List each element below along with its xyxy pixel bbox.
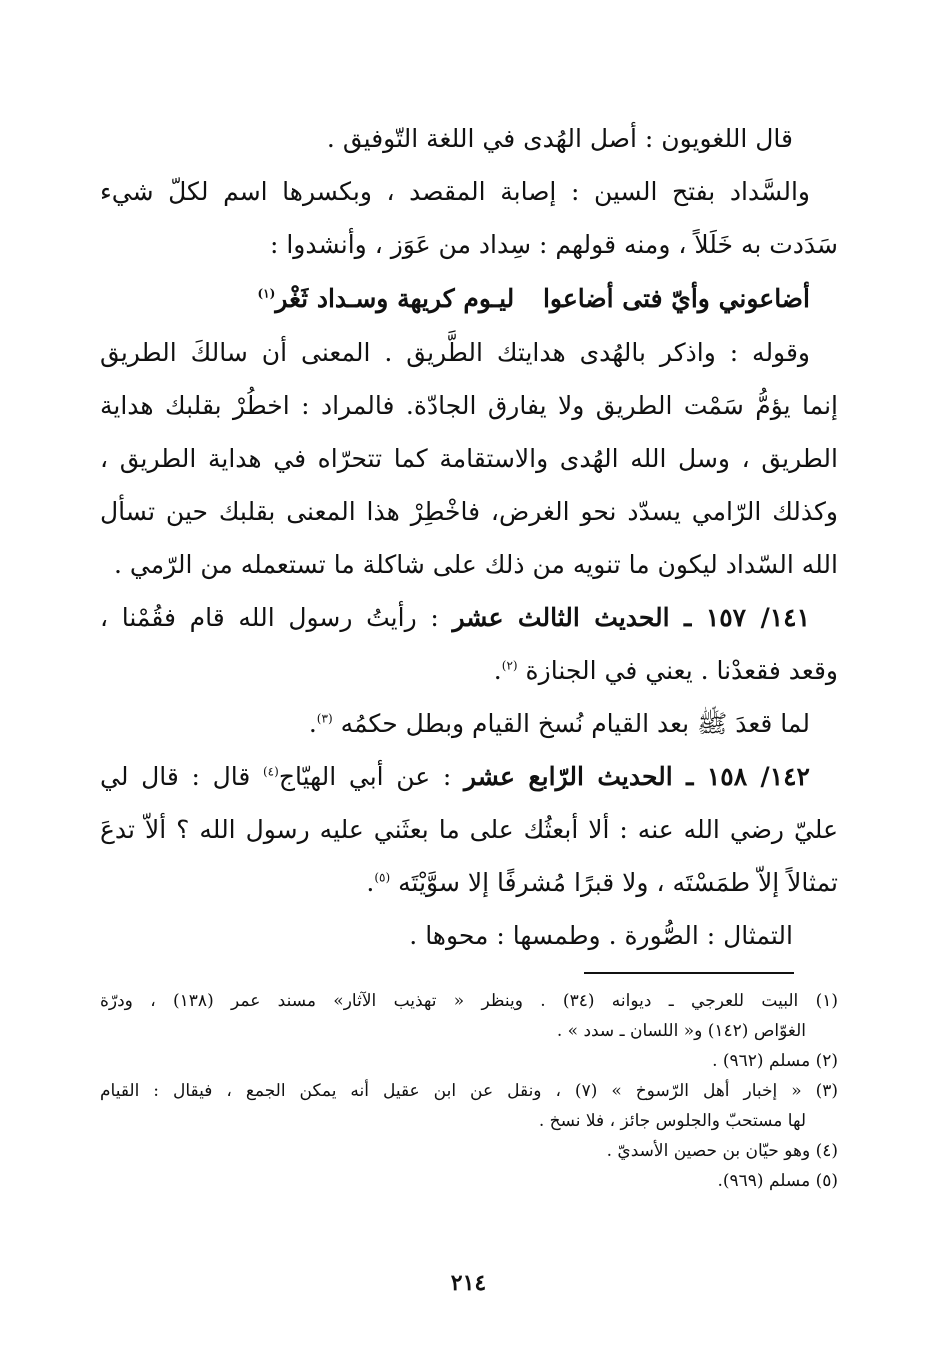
footnote-text: الغوّاص (١٤٢) و« اللسان ـ سدد » .: [556, 1021, 806, 1041]
hadith-text: : رأيتُ رسول الله قام فقُمْنا ،: [100, 603, 453, 632]
paragraph-line: وقوله : واذكر بالهُدى هدايتك الطَّريق . المعنى أن سالكَ الطريق: [100, 338, 810, 367]
paragraph-line: والسَّداد بفتح السين : إصابة المقصد ، وبكسرها اسم لكلّ شيء: [100, 177, 810, 206]
paragraph-text: وقعد فقعدْنا . يعني في الجنازة: [525, 656, 838, 685]
paragraph-line: وقعد فقعدْنا . يعني في الجنازة $^{(٢)}$.: [493, 656, 838, 685]
hadith-text: قال : قال لي: [100, 762, 263, 791]
footnote-ref: (٣): [316, 711, 333, 726]
paragraph-text: لما قعدَ ﷺ بعد القيام نُسخ القيام وبطل حكمُه: [340, 709, 810, 738]
paragraph-line: الله السّداد ليكون ما تنويه من ذلك على شاكلة ما تستعمله من الرّمي .: [113, 550, 838, 579]
page-content: [100, 112, 838, 1196]
footnote-3: (٣) « إخبار أهل الرّسوخ » (٧) ، ونقل عن ابن عقيل أنه يمكن الجمع ، فيقال : القيام: [100, 1081, 838, 1101]
footnote-1-continued: [100, 1016, 838, 1046]
hadith-number: ١٤١/ ١٥٧ ـ الحديث الثالث عشر: [452, 603, 811, 632]
paragraph-line: التمثال : الصُّورة . وطمسها : محوها .: [409, 921, 793, 950]
hadith-heading-line: [100, 591, 838, 644]
footnote-1: (١) البيت للعرجي ـ ديوانه (٣٤) . وينظر « تهذيب الآثار» مسند عمر (١٣٨) ، ودرّة: [100, 991, 839, 1011]
hadith-number: ١٤٢/ ١٥٨ ـ الحديث الرّابع عشر: [463, 762, 810, 791]
paragraph-line: سَدَدت به خَلَلاً ، ومنه قولهم : سِداد من عَوَز ، وأنشدوا :: [269, 230, 838, 259]
verse-hemistich-first: أضاعوني وأيّ فتى أضاعوا: [542, 284, 810, 313]
footnote-ref: (٥): [374, 870, 391, 885]
paragraph-line: تمثالاً إلاّ طمَسْتَه ، ولا قبرًا مُشرفًا إلا سوَّيْتَه $^{(٥)}$.: [366, 868, 838, 897]
paragraph-line: إنما يؤمُّ سَمْت الطريق ولا يفارق الجادّة. فالمراد : اخطُرْ بقلبك هداية: [100, 391, 838, 420]
footnote-4: (٤) وهو حيّان بن حصين الأسديّ .: [606, 1141, 838, 1161]
verse-hemistich-second: ليـوم كريهة وسـداد ثَغْر: [275, 284, 515, 313]
paragraph-line: وكذلك الرّامي يسدّد نحو الغرض، فاخْطِرْ هذا المعنى بقلبك حين تسأل: [100, 497, 838, 526]
footnote-5: (٥) مسلم (٩٦٩).: [717, 1171, 838, 1191]
paragraph-text: تمثالاً إلاّ طمَسْتَه ، ولا قبرًا مُشرفًا إلا سوَّيْتَه: [398, 868, 838, 897]
footnote-ref: (٤): [262, 764, 279, 779]
hadith-text: : عن أبي الهيّاج: [278, 762, 464, 791]
poetry-verse: [100, 271, 838, 326]
footnote-separator: [584, 972, 794, 974]
paragraph-line: الطريق ، وسل الله الهُدى والاستقامة كما تتحرّاه في هداية الطريق ،: [100, 444, 838, 473]
footnote-text: لها مستحبّ والجلوس جائز ، فلا نسخ .: [538, 1111, 806, 1131]
footnote-3-continued: [100, 1106, 838, 1136]
paragraph-line: قال اللغويون : أصل الهُدى في اللغة التّوفيق .: [326, 124, 793, 153]
footnote-ref: (١): [257, 286, 276, 301]
hadith-heading-line: [100, 750, 838, 803]
footnote-ref: (٢): [501, 658, 518, 673]
footnote-2: (٢) مسلم (٩٦٢) .: [712, 1051, 838, 1071]
paragraph-line: لما قعدَ ﷺ بعد القيام نُسخ القيام وبطل حكمُه $^{(٣)}$.: [308, 709, 810, 738]
page-number: ٢١٤: [450, 1270, 487, 1296]
paragraph-line: عليّ رضي الله عنه : ألا أبعثُك على ما بعثَني عليه رسول الله ؟ ألاّ تدعَ: [100, 815, 838, 844]
